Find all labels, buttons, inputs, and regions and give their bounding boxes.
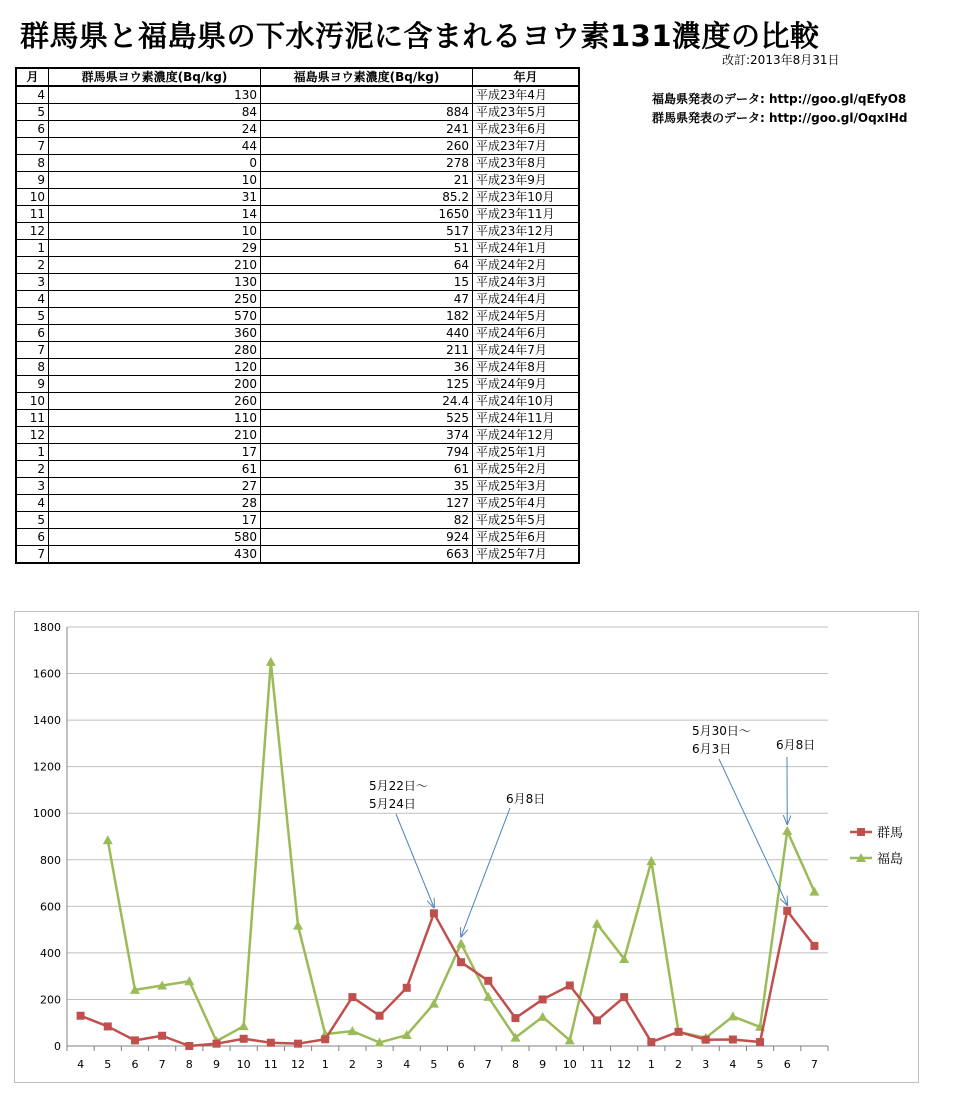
cell-gunma-value: 120 — [49, 359, 261, 376]
cell-month: 4 — [16, 291, 49, 308]
cell-month: 7 — [16, 342, 49, 359]
x-tick-label: 2 — [675, 1058, 683, 1071]
y-tick-label: 1400 — [33, 714, 61, 728]
cell-fukushima-value: 64 — [261, 257, 473, 274]
data-point-fukushima — [266, 657, 276, 666]
data-point-fukushima — [239, 1021, 249, 1030]
cell-gunma-value: 130 — [49, 274, 261, 291]
data-point-gunma — [212, 1040, 220, 1048]
table-row — [16, 291, 579, 308]
chart-container — [14, 611, 919, 1083]
annotation-label: 6月3日 — [692, 742, 732, 756]
cell-year-month: 平成24年2月 — [473, 257, 580, 274]
cell-fukushima-value: 85.2 — [261, 189, 473, 206]
cell-fukushima-value: 924 — [261, 529, 473, 546]
cell-year-month: 平成24年9月 — [473, 376, 580, 393]
data-point-gunma — [185, 1042, 193, 1050]
table-row — [16, 376, 579, 393]
table-row — [16, 138, 579, 155]
cell-gunma-value: 570 — [49, 308, 261, 325]
column-header-gunma: 群馬県ヨウ素濃度(Bq/kg) — [49, 68, 261, 86]
data-point-gunma — [158, 1032, 166, 1040]
cell-month: 7 — [16, 138, 49, 155]
x-tick-label: 11 — [589, 1058, 604, 1071]
cell-month: 12 — [16, 223, 49, 240]
cell-year-month: 平成23年5月 — [473, 104, 580, 121]
cell-fukushima-value: 61 — [261, 461, 473, 478]
table-row — [16, 86, 579, 104]
cell-fukushima-value: 125 — [261, 376, 473, 393]
cell-month: 10 — [16, 189, 49, 206]
table-row — [16, 325, 579, 342]
column-header-fukushima: 福島県ヨウ素濃度(Bq/kg) — [261, 68, 473, 86]
table-row — [16, 427, 579, 444]
x-tick-label: 10 — [236, 1058, 251, 1071]
cell-gunma-value: 44 — [49, 138, 261, 155]
cell-gunma-value: 27 — [49, 478, 261, 495]
cell-year-month: 平成23年9月 — [473, 172, 580, 189]
cell-fukushima-value: 82 — [261, 512, 473, 529]
column-header-year-month: 年月 — [473, 68, 580, 86]
table-body — [16, 86, 579, 563]
x-tick-label: 8 — [185, 1058, 193, 1071]
legend-marker-gunma — [857, 828, 865, 836]
table-row — [16, 206, 579, 223]
data-point-gunma — [348, 993, 356, 1001]
cell-year-month: 平成25年5月 — [473, 512, 580, 529]
cell-fukushima-value: 24.4 — [261, 393, 473, 410]
iodine-data-table — [15, 67, 580, 564]
line-chart — [15, 612, 918, 1082]
y-tick-label: 1800 — [33, 621, 61, 634]
table-row — [16, 478, 579, 495]
cell-fukushima-value: 884 — [261, 104, 473, 121]
cell-gunma-value: 210 — [49, 427, 261, 444]
cell-fukushima-value: 211 — [261, 342, 473, 359]
table-row — [16, 155, 579, 172]
cell-fukushima-value: 127 — [261, 495, 473, 512]
cell-gunma-value: 0 — [49, 155, 261, 172]
cell-fukushima-value: 525 — [261, 410, 473, 427]
cell-year-month: 平成23年12月 — [473, 223, 580, 240]
table-row — [16, 121, 579, 138]
data-point-fukushima — [592, 919, 602, 928]
cell-gunma-value: 17 — [49, 444, 261, 461]
x-tick-label: 7 — [810, 1058, 818, 1071]
annotation-label: 6月8日 — [506, 792, 546, 806]
y-tick-label: 1200 — [33, 760, 61, 774]
cell-gunma-value: 10 — [49, 172, 261, 189]
cell-month: 11 — [16, 410, 49, 427]
source-url[interactable]: http://goo.gl/qEfyO8 — [769, 92, 907, 106]
cell-year-month: 平成25年6月 — [473, 529, 580, 546]
data-point-fukushima — [456, 939, 466, 948]
cell-fukushima-value: 241 — [261, 121, 473, 138]
series-line-fukushima — [108, 662, 815, 1043]
data-point-fukushima — [483, 992, 493, 1001]
data-point-gunma — [783, 907, 791, 915]
x-tick-label: 2 — [348, 1058, 356, 1071]
cell-gunma-value: 130 — [49, 86, 261, 104]
cell-month: 3 — [16, 478, 49, 495]
legend-label: 群馬 — [877, 826, 904, 841]
cell-gunma-value: 84 — [49, 104, 261, 121]
data-point-fukushima — [538, 1012, 548, 1021]
cell-year-month: 平成23年8月 — [473, 155, 580, 172]
data-point-gunma — [484, 977, 492, 985]
cell-month: 9 — [16, 172, 49, 189]
x-tick-label: 3 — [702, 1058, 710, 1071]
data-point-gunma — [566, 981, 574, 989]
cell-gunma-value: 360 — [49, 325, 261, 342]
cell-gunma-value: 250 — [49, 291, 261, 308]
x-tick-label: 11 — [263, 1058, 278, 1071]
x-tick-label: 1 — [321, 1058, 329, 1071]
cell-gunma-value: 10 — [49, 223, 261, 240]
cell-fukushima-value: 51 — [261, 240, 473, 257]
data-point-gunma — [756, 1038, 764, 1046]
data-point-gunma — [511, 1014, 519, 1022]
cell-year-month: 平成24年4月 — [473, 291, 580, 308]
cell-month: 6 — [16, 325, 49, 342]
source-label: 群馬県発表のデータ: — [652, 111, 765, 125]
cell-fukushima-value: 36 — [261, 359, 473, 376]
cell-gunma-value: 14 — [49, 206, 261, 223]
cell-gunma-value: 29 — [49, 240, 261, 257]
cell-fukushima-value: 517 — [261, 223, 473, 240]
cell-fukushima-value: 663 — [261, 546, 473, 564]
data-point-gunma — [240, 1035, 248, 1043]
x-tick-label: 4 — [729, 1058, 737, 1071]
x-tick-label: 9 — [539, 1058, 547, 1071]
cell-year-month: 平成24年6月 — [473, 325, 580, 342]
x-tick-label: 5 — [756, 1058, 764, 1071]
cell-gunma-value: 580 — [49, 529, 261, 546]
x-tick-label: 10 — [562, 1058, 577, 1071]
x-tick-label: 6 — [131, 1058, 139, 1071]
y-tick-label: 1600 — [33, 667, 61, 681]
table-row — [16, 257, 579, 274]
table-row — [16, 529, 579, 546]
cell-fukushima-value: 35 — [261, 478, 473, 495]
x-tick-label: 12 — [291, 1058, 306, 1071]
table-row — [16, 359, 579, 376]
cell-year-month: 平成24年7月 — [473, 342, 580, 359]
cell-year-month: 平成25年2月 — [473, 461, 580, 478]
table-row — [16, 308, 579, 325]
x-tick-label: 1 — [647, 1058, 655, 1071]
x-tick-label: 9 — [212, 1058, 220, 1071]
data-point-gunma — [729, 1035, 737, 1043]
data-point-gunma — [267, 1039, 275, 1047]
cell-month: 5 — [16, 512, 49, 529]
cell-month: 6 — [16, 529, 49, 546]
annotation-label: 5月24日 — [369, 797, 416, 811]
table-row — [16, 495, 579, 512]
table-row — [16, 240, 579, 257]
cell-month: 11 — [16, 206, 49, 223]
table-row — [16, 274, 579, 291]
cell-gunma-value: 31 — [49, 189, 261, 206]
data-point-gunma — [294, 1040, 302, 1048]
data-point-gunma — [620, 993, 628, 1001]
cell-fukushima-value: 374 — [261, 427, 473, 444]
cell-month: 9 — [16, 376, 49, 393]
cell-fukushima-value: 278 — [261, 155, 473, 172]
data-point-fukushima — [782, 826, 792, 835]
data-point-gunma — [104, 1022, 112, 1030]
cell-fukushima-value: 21 — [261, 172, 473, 189]
data-point-gunma — [702, 1036, 710, 1044]
cell-month: 5 — [16, 104, 49, 121]
page-title: 群馬県と福島県の下水汚泥に含まれるヨウ素131濃度の比較 — [20, 19, 820, 53]
cell-month: 1 — [16, 444, 49, 461]
column-header-month: 月 — [16, 68, 49, 86]
cell-gunma-value: 61 — [49, 461, 261, 478]
x-tick-label: 3 — [376, 1058, 384, 1071]
table-header-row — [16, 68, 579, 86]
cell-month: 10 — [16, 393, 49, 410]
data-point-fukushima — [809, 887, 819, 896]
data-point-gunma — [321, 1035, 329, 1043]
cell-month: 4 — [16, 86, 49, 104]
data-point-fukushima — [646, 856, 656, 865]
cell-month: 4 — [16, 495, 49, 512]
cell-fukushima-value: 182 — [261, 308, 473, 325]
cell-year-month: 平成24年3月 — [473, 274, 580, 291]
table-row — [16, 546, 579, 564]
cell-year-month: 平成24年12月 — [473, 427, 580, 444]
table-row — [16, 410, 579, 427]
cell-year-month: 平成23年10月 — [473, 189, 580, 206]
cell-month: 8 — [16, 359, 49, 376]
table-row — [16, 512, 579, 529]
cell-month: 6 — [16, 121, 49, 138]
cell-year-month: 平成24年8月 — [473, 359, 580, 376]
x-tick-label: 5 — [430, 1058, 438, 1071]
series-line-gunma — [81, 911, 815, 1046]
table-row — [16, 104, 579, 121]
cell-gunma-value: 210 — [49, 257, 261, 274]
cell-year-month: 平成25年7月 — [473, 546, 580, 564]
cell-month: 2 — [16, 461, 49, 478]
cell-year-month: 平成24年1月 — [473, 240, 580, 257]
x-tick-label: 8 — [511, 1058, 519, 1071]
data-point-gunma — [593, 1016, 601, 1024]
cell-year-month: 平成24年11月 — [473, 410, 580, 427]
annotation-arrow — [719, 759, 787, 905]
cell-gunma-value: 200 — [49, 376, 261, 393]
x-tick-label: 4 — [403, 1058, 411, 1071]
table-row — [16, 189, 579, 206]
cell-year-month: 平成24年5月 — [473, 308, 580, 325]
cell-fukushima-value: 1650 — [261, 206, 473, 223]
annotation-label: 5月30日～ — [692, 724, 751, 738]
table-row — [16, 444, 579, 461]
cell-year-month: 平成24年10月 — [473, 393, 580, 410]
table-row — [16, 342, 579, 359]
data-point-gunma — [647, 1038, 655, 1046]
x-tick-label: 6 — [457, 1058, 465, 1071]
x-tick-label: 12 — [617, 1058, 632, 1071]
cell-year-month: 平成23年7月 — [473, 138, 580, 155]
annotation-label: 5月22日～ — [369, 779, 428, 793]
source-url[interactable]: http://goo.gl/OqxIHd — [769, 111, 908, 125]
data-point-fukushima — [429, 999, 439, 1008]
source-links — [652, 90, 908, 128]
cell-year-month: 平成25年1月 — [473, 444, 580, 461]
legend-label: 福島 — [877, 852, 904, 867]
data-point-gunma — [810, 942, 818, 950]
source-link-fukushima[interactable] — [652, 90, 908, 109]
y-tick-label: 0 — [54, 1040, 61, 1053]
cell-year-month: 平成23年11月 — [473, 206, 580, 223]
data-point-gunma — [457, 958, 465, 966]
cell-month: 7 — [16, 546, 49, 564]
data-point-gunma — [539, 995, 547, 1003]
cell-gunma-value: 110 — [49, 410, 261, 427]
cell-month: 3 — [16, 274, 49, 291]
y-tick-label: 600 — [40, 900, 61, 914]
cell-month: 12 — [16, 427, 49, 444]
y-tick-label: 1000 — [33, 807, 61, 821]
cell-fukushima-value: 794 — [261, 444, 473, 461]
cell-fukushima-value: 47 — [261, 291, 473, 308]
cell-gunma-value: 24 — [49, 121, 261, 138]
cell-year-month: 平成23年6月 — [473, 121, 580, 138]
cell-fukushima-value — [261, 86, 473, 104]
table-row — [16, 461, 579, 478]
cell-month: 5 — [16, 308, 49, 325]
annotation-arrow — [461, 808, 510, 937]
cell-year-month: 平成23年4月 — [473, 86, 580, 104]
table-row — [16, 223, 579, 240]
y-tick-label: 400 — [40, 946, 61, 960]
x-tick-label: 6 — [783, 1058, 791, 1071]
cell-month: 8 — [16, 155, 49, 172]
data-point-gunma — [131, 1036, 139, 1044]
y-tick-label: 800 — [40, 853, 61, 867]
data-point-fukushima — [103, 835, 113, 844]
source-label: 福島県発表のデータ: — [652, 92, 765, 106]
cell-fukushima-value: 260 — [261, 138, 473, 155]
cell-gunma-value: 260 — [49, 393, 261, 410]
data-point-gunma — [675, 1028, 683, 1036]
cell-month: 1 — [16, 240, 49, 257]
cell-gunma-value: 28 — [49, 495, 261, 512]
cell-fukushima-value: 440 — [261, 325, 473, 342]
table-row — [16, 172, 579, 189]
x-tick-label: 7 — [158, 1058, 166, 1071]
cell-gunma-value: 280 — [49, 342, 261, 359]
data-point-gunma — [403, 984, 411, 992]
x-tick-label: 5 — [104, 1058, 112, 1071]
data-point-gunma — [376, 1012, 384, 1020]
data-point-fukushima — [728, 1011, 738, 1020]
source-link-gunma[interactable] — [652, 109, 908, 128]
x-tick-label: 4 — [77, 1058, 85, 1071]
cell-gunma-value: 17 — [49, 512, 261, 529]
revision-date: 改訂:2013年8月31日 — [722, 53, 840, 67]
cell-gunma-value: 430 — [49, 546, 261, 564]
cell-year-month: 平成25年3月 — [473, 478, 580, 495]
cell-year-month: 平成25年4月 — [473, 495, 580, 512]
annotation-arrow — [396, 814, 434, 907]
cell-fukushima-value: 15 — [261, 274, 473, 291]
cell-month: 2 — [16, 257, 49, 274]
y-tick-label: 200 — [40, 993, 61, 1007]
data-point-fukushima — [293, 921, 303, 930]
annotation-label: 6月8日 — [776, 738, 816, 752]
table-row — [16, 393, 579, 410]
data-point-gunma — [77, 1012, 85, 1020]
x-tick-label: 7 — [484, 1058, 492, 1071]
data-point-gunma — [430, 909, 438, 917]
